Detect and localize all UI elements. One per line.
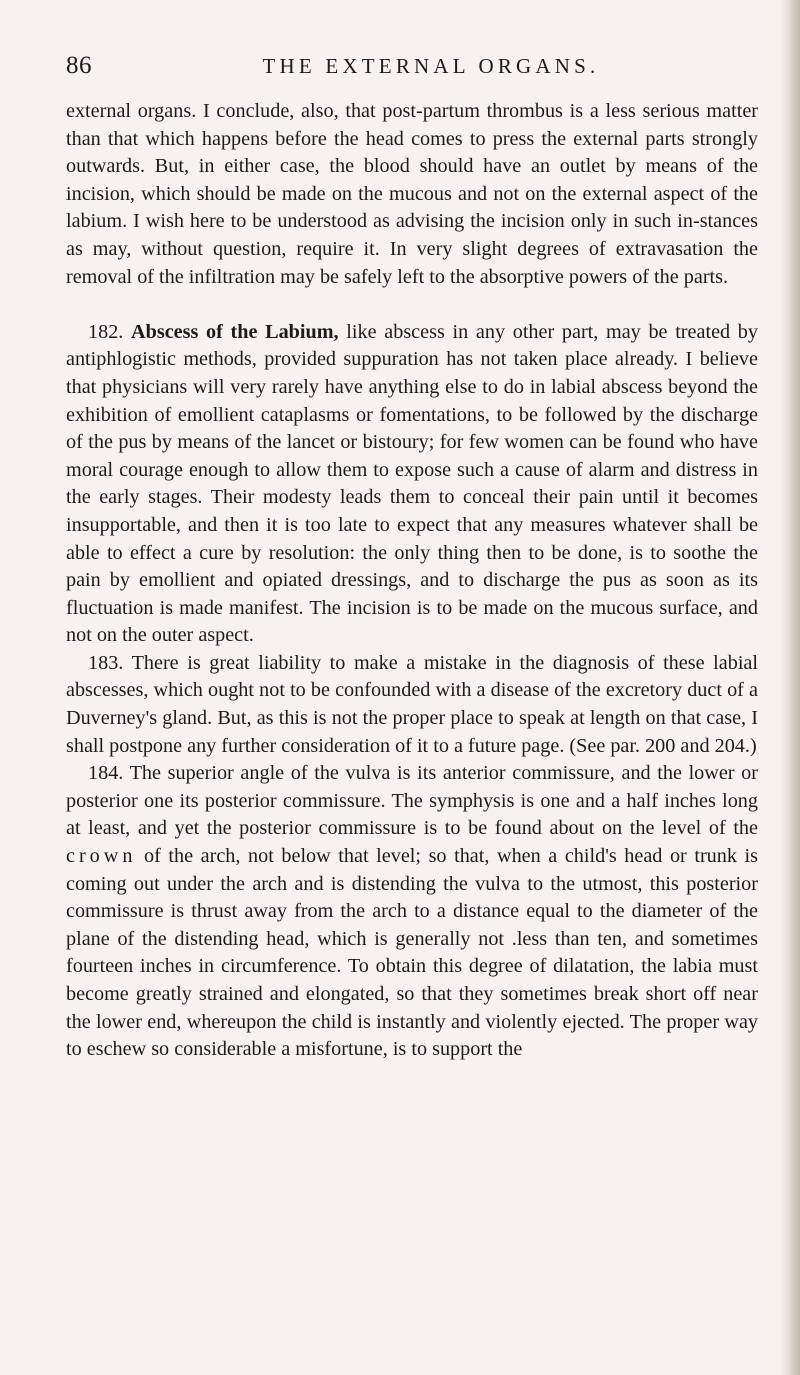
page-edge-shadow: [780, 0, 800, 1375]
paragraph-continued: [66, 98, 758, 291]
paragraph-number: 182.: [88, 320, 124, 343]
paragraph-text: 184. The superior angle of the vulva is its anterior commissure, and the lower or posterior one its posterior commissure. The symphysis is one and a half inches long at least, and yet the posterior commissure is to be found about on the level of the: [66, 762, 758, 840]
body-text: [66, 98, 758, 1064]
paragraph-text: of the arch, not below that level; so that, when a child's head or trunk is coming out under the arch and is distending the vulva to the utmost, this posterior commissure is thrust away from the arch to a distance equal to the diameter of the plane of the distending head, which is generally not .less than ten, and sometimes fourteen inches in circumference. To obtain this degree of dilatation, the labia must become greatly strained and elongated, so that they sometimes break short off near the lower end, whereupon the child is instantly and violently ejected. The proper way to eschew so considerable a misfortune, is to support the: [66, 845, 758, 1061]
page-header: [66, 52, 756, 86]
paragraph-183: [66, 650, 758, 760]
running-head: THE EXTERNAL ORGANS.: [262, 54, 600, 78]
paragraph-184: [66, 760, 758, 1064]
paragraph-182: [66, 319, 758, 650]
spaced-emphasis-word: crown: [66, 845, 137, 868]
page-number: 86: [66, 52, 92, 79]
section-heading: Abscess of the Labium,: [131, 320, 339, 343]
paragraph-text: 183. There is great liability to make a mistake in the diagnosis of these labial abscesses, which ought not to be confounded with a disease of the excretory duct of a Duverney's gland. But, as this is not the proper place to speak at length on that case, I shall postpone any further consideration of it to a future page. (See par. 200 and 204.): [66, 651, 758, 757]
paragraph-text: external organs. I conclude, also, that post-partum thrombus is a less serious matter than that which happens before the head comes to press the external parts strongly outwards. But, in either case, the blood should have an outlet by means of the incision, which should be made on the mucous and not on the external aspect of the labium. I wish here to be understood as advising the incision only in such in-stances as may, without question, require it. In very slight degrees of extravasation the removal of the infiltration may be safely left to the absorptive powers of the parts.: [66, 100, 758, 288]
paragraph-text: like abscess in any other part, may be treated by antiphlogistic methods, provided suppuration has not taken place already. I believe that physicians will very rarely have anything else to do in labial abscess beyond the exhibition of emollient cataplasms or fomentations, to be followed by the discharge of the pus by means of the lancet or bistoury; for few women can be found who have moral courage enough to allow them to expose such a cause of alarm and distress in the early stages. Their modesty leads them to conceal their pain until it becomes insupportable, and then it is too late to expect that any measures whatever shall be able to effect a cure by resolution: the only thing then to be done, is to soothe the pain by emollient and opiated dressings, and to discharge the pus as soon as its fluctuation is made manifest. The incision is to be made on the mucous surface, and not on the outer aspect.: [66, 320, 758, 647]
